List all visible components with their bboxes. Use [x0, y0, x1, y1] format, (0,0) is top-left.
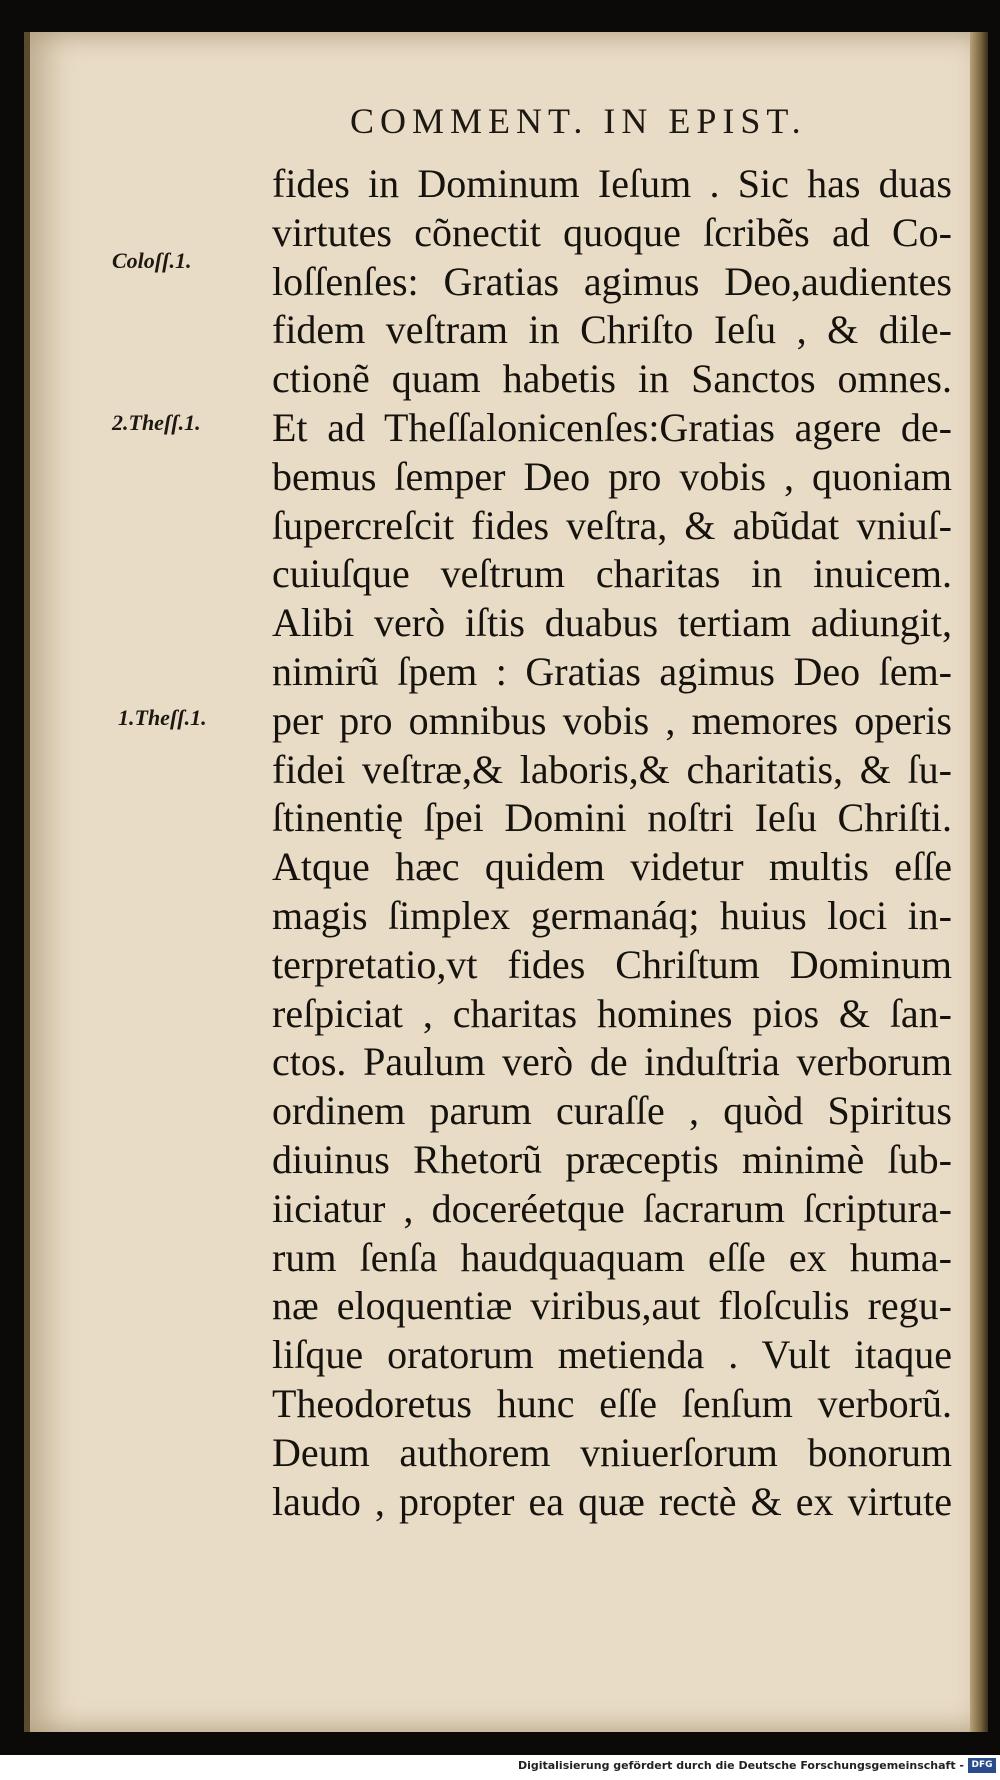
footer-bar: [0, 1755, 1000, 1780]
funding-notice: Digitalisierung gefördert durch die Deutsche Forschungsgemeinschaft -: [517, 1759, 964, 1772]
running-head: COMMENT. IN EPIST.: [350, 101, 807, 141]
text-line: Theodoretus hunc eſſe ſenſum verborũ.: [272, 1380, 952, 1426]
page-edge: [970, 32, 988, 1732]
text-line: fidem veſtram in Chriſto Ieſu , & dile-: [272, 307, 952, 353]
text-line: Et ad Theſſalonicenſes:Gratias agere de-: [272, 404, 952, 450]
text-line: loſſenſes: Gratias agimus Deo,audientes: [272, 258, 952, 304]
text-line: Alibi verò iſtis duabus tertiam adiungit,: [272, 600, 952, 646]
text-line: fides in Dominum Ieſum . Sic has duas: [272, 161, 952, 206]
text-line: ſtinentię ſpei Domini noſtri Ieſu Chriſti.: [272, 795, 952, 841]
text-line: Atque hæc quidem videtur multis eſſe: [272, 844, 952, 890]
text-line: Deum authorem vniuerſorum bonorum: [272, 1429, 952, 1475]
text-line: terpretatio,vt fides Chriſtum Dominum: [272, 941, 952, 987]
text-line: diuinus Rhetorũ præceptis minimè ſub-: [272, 1136, 952, 1182]
text-line: reſpiciat , charitas homines pios & ſan-: [272, 990, 952, 1036]
text-line: fidei veſtræ,& laboris,& charitatis, & ſu-: [272, 746, 952, 792]
text-line: ctionẽ quam habetis in Sanctos omnes.: [272, 356, 952, 402]
text-line: iiciatur , doceréetque ſacrarum ſcriptura-: [272, 1185, 952, 1231]
margin-note-2-thessalonians: 2.Theſſ.1.: [112, 410, 201, 435]
text-line: virtutes cõnectit quoque ſcribẽs ad Co-: [272, 209, 952, 255]
text-line: næ eloquentiæ viribus,aut floſculis regu-: [272, 1283, 952, 1329]
margin-note-1-thessalonians: 1.Theſſ.1.: [118, 705, 207, 730]
text-line: magis ſimplex germanáq; huius loci in-: [272, 892, 952, 938]
text-line: per pro omnibus vobis , memores operis: [272, 697, 952, 743]
text-line: laudo , propter ea quæ rectè & ex virtute: [272, 1478, 952, 1524]
body-text: [272, 160, 952, 1526]
text-line: liſque oratorum metienda . Vult itaque: [272, 1332, 952, 1378]
text-line: ſupercreſcit fides veſtra, & abũdat vniuſ-: [272, 502, 952, 548]
text-line: bemus ſemper Deo pro vobis , quoniam: [272, 453, 952, 499]
text-line: rum ſenſa haudquaquam eſſe ex huma-: [272, 1234, 952, 1280]
margin-note-colossians: Coloſſ.1.: [112, 248, 192, 273]
dfg-logo: DFG: [968, 1758, 996, 1773]
text-line: cuiuſque veſtrum charitas in inuicem.: [272, 551, 952, 597]
text-line: ctos. Paulum verò de induſtria verborum: [272, 1039, 952, 1085]
text-line: nimirũ ſpem : Gratias agimus Deo ſem-: [272, 648, 952, 694]
text-line: ordinem parum curaſſe , quòd Spiritus: [272, 1088, 952, 1134]
